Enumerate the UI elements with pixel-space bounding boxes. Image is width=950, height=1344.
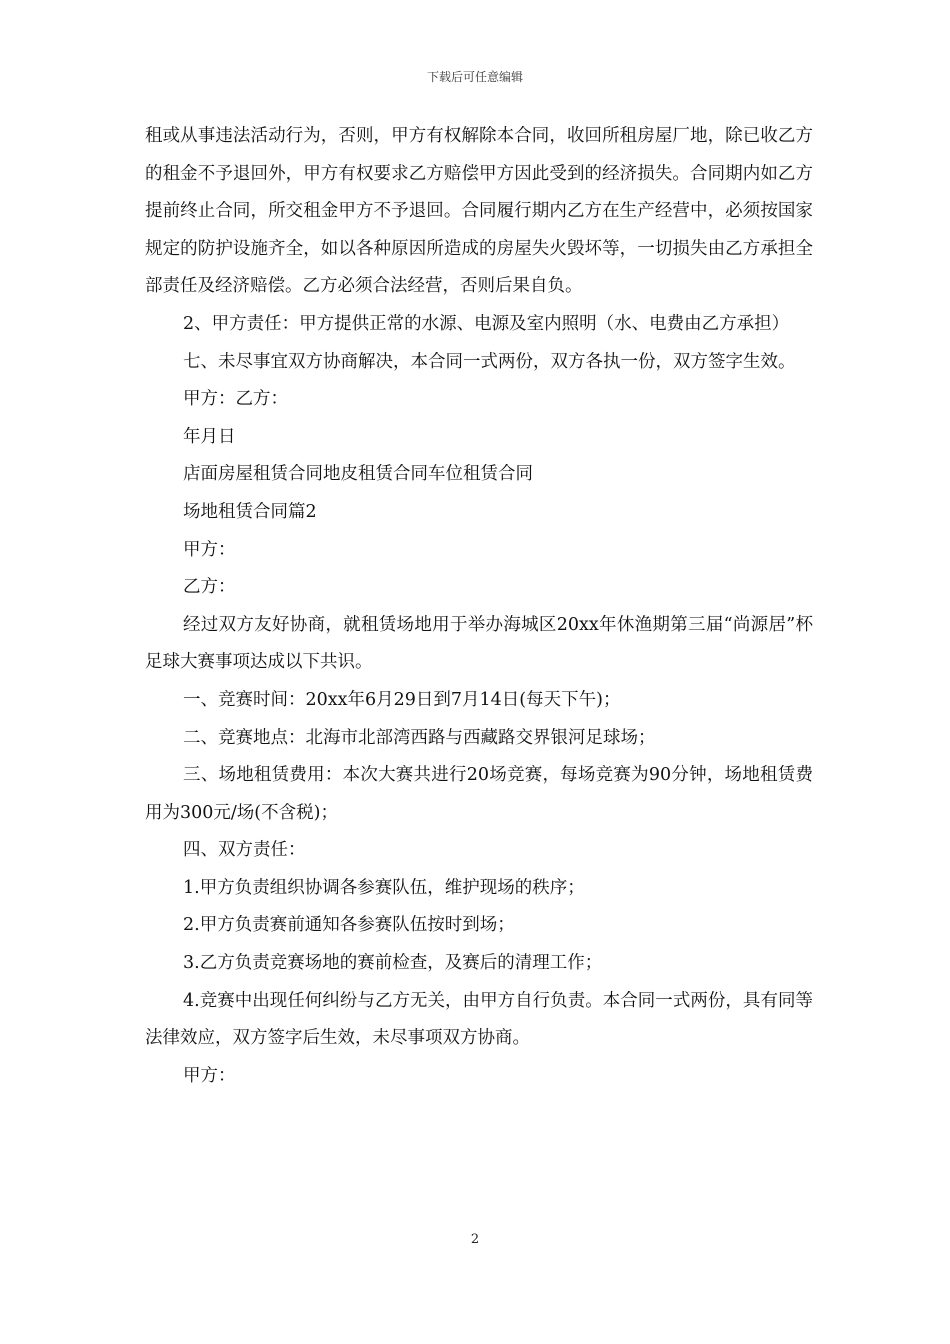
- party-a-signature-label: 甲方：: [183, 1065, 236, 1086]
- paragraph-match-location: 二、竞赛地点：北海市北部湾西路与西藏路交界银河足球场；: [183, 727, 656, 748]
- signature-parties: 甲方：乙方：: [183, 389, 288, 410]
- page-number: 2: [470, 1232, 480, 1247]
- party-a-label: 甲方：: [183, 539, 236, 560]
- page-header: 下载后可任意编辑: [426, 70, 523, 84]
- related-contracts: 店面房屋租赁合同地皮租赁合同车位租赁合同: [183, 464, 533, 485]
- list-item-responsibility-2: 2.甲方负责赛前通知各参赛队伍按时到场；: [183, 915, 515, 936]
- signature-date: 年月日: [183, 426, 236, 447]
- list-item-responsibility-4: 4.竞赛中出现任何纠纷与乙方无关，由甲方自行负责。本合同一式两份，具有同等法律效应，双方签字后生效，未尽事项双方协商。: [145, 990, 813, 1049]
- paragraph-match-time: 一、竞赛时间：20xx年6月29日到7月14日(每天下午)；: [183, 689, 621, 710]
- paragraph-party-a-duties: 2、甲方责任：甲方提供正常的水源、电源及室内照明（水、电费由乙方承担）: [183, 313, 790, 334]
- section-title: 场地租赁合同篇2: [183, 501, 317, 522]
- paragraph-clause-seven: 七、未尽事宜双方协商解决，本合同一式两份，双方各执一份，双方签字生效。: [183, 351, 796, 372]
- list-item-responsibility-1: 1.甲方负责组织协调各参赛队伍，维护现场的秩序；: [183, 877, 585, 898]
- document-body: [145, 118, 813, 1095]
- list-item-responsibility-3: 3.乙方负责竞赛场地的赛前检查，及赛后的清理工作；: [183, 953, 603, 974]
- paragraph-agreement-intro: 经过双方友好协商，就租赁场地用于举办海城区20xx年休渔期第三届“尚源居”杯足球大赛事项达成以下共识。: [145, 614, 813, 673]
- party-b-label: 乙方：: [183, 577, 236, 598]
- paragraph-rental-fee: 三、场地租赁费用：本次大赛共进行20场竞赛，每场竞赛为90分钟，场地租赁费用为300元/场(不含税)；: [145, 765, 813, 823]
- paragraph-responsibilities-heading: 四、双方责任：: [183, 840, 306, 861]
- paragraph-termination-clause: 租或从事违法活动行为，否则，甲方有权解除本合同，收回所租房屋厂地，除已收乙方的租金不予退回外，甲方有权要求乙方赔偿甲方因此受到的经济损失。合同期内如乙方提前终止合同，所交租金甲方不予退回。合同履行期内乙方在生产经营中，必须按国家规定的防护设施齐全，如以各种原因所造成的房屋失火毁坏等，一切损失由乙方承担全部责任及经济赔偿。乙方必须合法经营，否则后果自负。: [145, 126, 813, 297]
